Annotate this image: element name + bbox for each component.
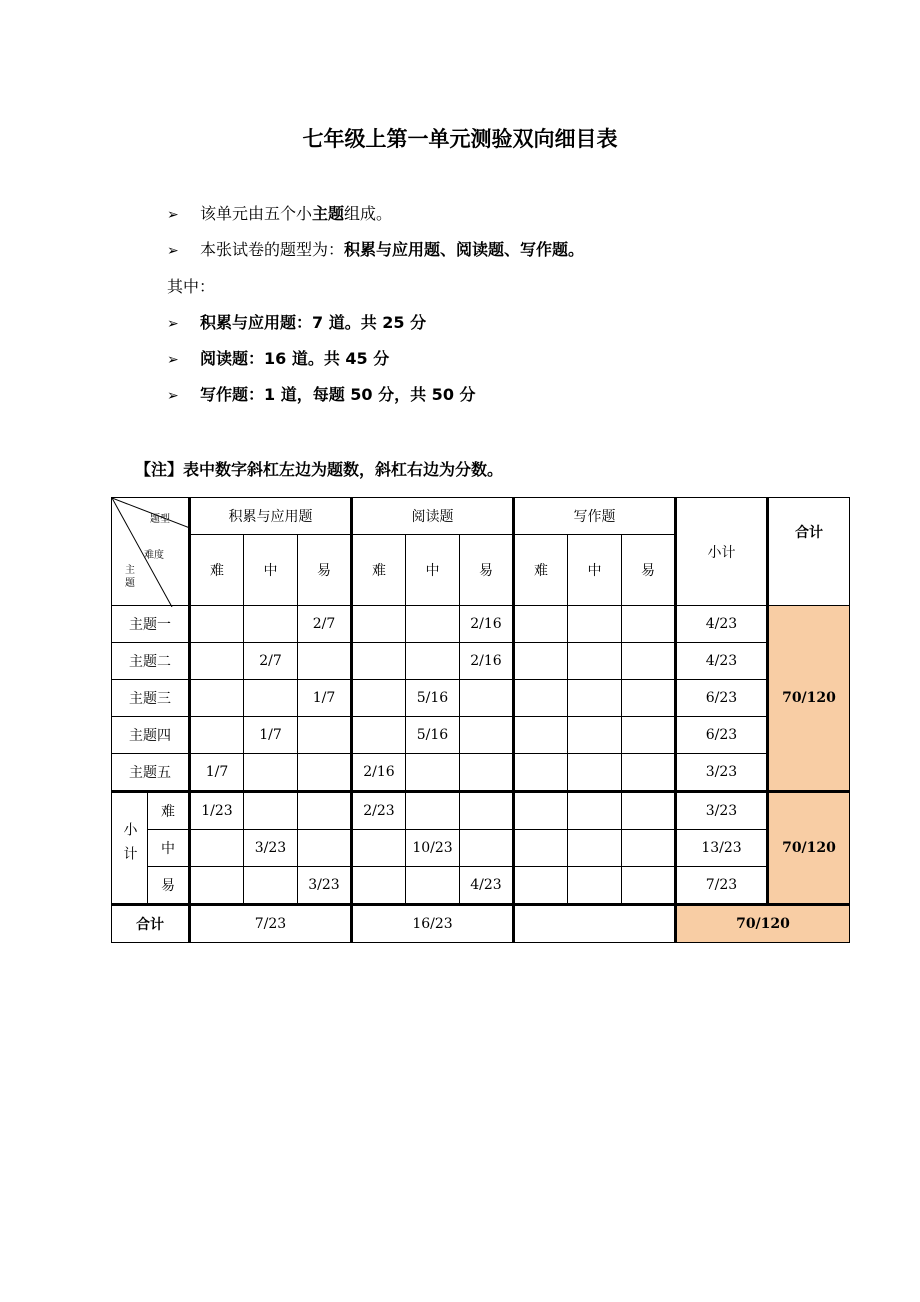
score-cell (190, 830, 244, 867)
score-cell (568, 830, 622, 867)
bullet-bold: 主题 (312, 204, 345, 223)
grand-total-sum: 70/120 (676, 905, 850, 943)
subtotal-label-text: 小计 (121, 822, 138, 870)
table-note: 【注】表中数字斜杠左边为题数，斜杠右边为分数。 (135, 460, 504, 479)
score-cell (622, 643, 676, 680)
score-cell (514, 830, 568, 867)
score-cell: 2/16 (460, 606, 514, 643)
score-cell (352, 867, 406, 905)
score-cell (460, 717, 514, 754)
subtotal-header: 小计 (676, 498, 768, 606)
score-cell (298, 830, 352, 867)
score-cell (352, 830, 406, 867)
table-row (112, 717, 850, 754)
level-name: 易 (148, 867, 190, 905)
score-cell (514, 680, 568, 717)
arrow-bullet-icon: ➢ (167, 352, 179, 368)
score-cell (406, 792, 460, 830)
category-header: 积累与应用题 (190, 498, 352, 535)
score-cell (622, 680, 676, 717)
score-cell (568, 717, 622, 754)
level-name: 中 (148, 830, 190, 867)
score-cell: 1/7 (244, 717, 298, 754)
score-cell (460, 792, 514, 830)
score-cell (244, 680, 298, 717)
score-cell: 2/16 (352, 754, 406, 792)
table-row (112, 792, 850, 830)
row-subtotal: 6/23 (676, 680, 768, 717)
score-cell: 2/7 (244, 643, 298, 680)
score-cell (298, 717, 352, 754)
bullet-text: 本张试卷的题型为： (200, 240, 345, 259)
topic-name: 主题二 (112, 643, 190, 680)
score-cell (406, 754, 460, 792)
score-cell (460, 830, 514, 867)
level-header: 难 (190, 535, 244, 606)
subtotal-label (112, 792, 148, 905)
score-cell (352, 680, 406, 717)
arrow-bullet-icon: ➢ (167, 388, 179, 404)
score-cell (568, 680, 622, 717)
topic-name: 主题四 (112, 717, 190, 754)
score-cell (622, 867, 676, 905)
score-cell (460, 754, 514, 792)
score-cell (406, 867, 460, 905)
row-subtotal: 4/23 (676, 643, 768, 680)
score-cell: 2/23 (352, 792, 406, 830)
grand-total-value: 16/23 (352, 905, 514, 943)
score-cell (622, 606, 676, 643)
score-cell (568, 606, 622, 643)
table-row (112, 643, 850, 680)
score-cell (514, 643, 568, 680)
level-name: 难 (148, 792, 190, 830)
level-header: 易 (622, 535, 676, 606)
table-row (112, 680, 850, 717)
level-header: 中 (406, 535, 460, 606)
category-header: 写作题 (514, 498, 676, 535)
arrow-bullet-icon: ➢ (167, 207, 179, 223)
bullet-types (167, 240, 584, 261)
score-cell (298, 643, 352, 680)
among-label: 其中： (167, 277, 216, 296)
score-cell: 1/23 (190, 792, 244, 830)
score-cell (244, 867, 298, 905)
score-cell (514, 867, 568, 905)
level-header: 难 (514, 535, 568, 606)
level-header: 易 (460, 535, 514, 606)
score-cell (190, 867, 244, 905)
level-header: 难 (352, 535, 406, 606)
score-cell (352, 717, 406, 754)
total-header: 合计 (768, 498, 850, 606)
item-writing (167, 385, 476, 406)
score-cell (190, 680, 244, 717)
specification-table (111, 497, 850, 943)
item-text: 写作题：1 道，每题 50 分，共 50 分 (200, 385, 476, 404)
item-reading (167, 349, 389, 370)
bullet-bold: 积累与应用题、阅读题、写作题。 (344, 240, 585, 259)
arrow-bullet-icon: ➢ (167, 243, 179, 259)
row-subtotal: 4/23 (676, 606, 768, 643)
score-cell (622, 830, 676, 867)
score-cell (622, 792, 676, 830)
score-cell (622, 754, 676, 792)
score-cell (514, 792, 568, 830)
score-cell (244, 606, 298, 643)
score-cell: 4/23 (460, 867, 514, 905)
level-header: 中 (568, 535, 622, 606)
score-cell: 3/23 (298, 867, 352, 905)
corner-header (112, 498, 190, 606)
bullet-text: 组成。 (344, 204, 393, 223)
score-cell: 5/16 (406, 680, 460, 717)
score-cell (514, 754, 568, 792)
score-cell (190, 606, 244, 643)
arrow-bullet-icon: ➢ (167, 316, 179, 332)
table-row (112, 606, 850, 643)
score-cell (298, 792, 352, 830)
score-cell (568, 643, 622, 680)
item-text: 阅读题：16 道。共 45 分 (200, 349, 390, 368)
row-subtotal: 3/23 (676, 754, 768, 792)
bullet-text: 该单元由五个小 (200, 204, 313, 223)
score-cell (352, 606, 406, 643)
score-cell: 10/23 (406, 830, 460, 867)
topics-total: 70/120 (768, 606, 850, 792)
row-subtotal: 13/23 (676, 830, 768, 867)
table-row (112, 830, 850, 867)
score-cell (244, 754, 298, 792)
score-cell (568, 754, 622, 792)
row-subtotal: 3/23 (676, 792, 768, 830)
score-cell: 1/7 (298, 680, 352, 717)
grand-total-value: 7/23 (190, 905, 352, 943)
score-cell (352, 643, 406, 680)
corner-difficulty-label: 难度 (144, 550, 164, 561)
row-subtotal: 6/23 (676, 717, 768, 754)
score-cell: 1/7 (190, 754, 244, 792)
score-cell: 3/23 (244, 830, 298, 867)
page-title: 七年级上第一单元测验双向细目表 (302, 127, 618, 151)
category-header: 阅读题 (352, 498, 514, 535)
table-row (112, 754, 850, 792)
score-cell (298, 754, 352, 792)
level-header: 易 (298, 535, 352, 606)
subtotal-total: 70/120 (768, 792, 850, 905)
score-cell (190, 717, 244, 754)
score-cell (568, 867, 622, 905)
topic-rows (112, 606, 850, 792)
topic-name: 主题一 (112, 606, 190, 643)
score-cell (460, 680, 514, 717)
grand-total-value (514, 905, 676, 943)
item-text: 积累与应用题：7 道。共 25 分 (200, 313, 427, 332)
score-cell (406, 606, 460, 643)
score-cell (514, 717, 568, 754)
level-header: 中 (244, 535, 298, 606)
score-cell (244, 792, 298, 830)
score-cell: 2/16 (460, 643, 514, 680)
corner-topic-label: 主 题 (125, 565, 135, 589)
grand-total-label: 合计 (112, 905, 190, 943)
score-cell (514, 606, 568, 643)
topic-name: 主题三 (112, 680, 190, 717)
score-cell: 5/16 (406, 717, 460, 754)
score-cell (406, 643, 460, 680)
score-cell (622, 717, 676, 754)
subtotal-rows (112, 792, 850, 905)
table-row (112, 867, 850, 905)
score-cell: 2/7 (298, 606, 352, 643)
corner-type-label: 题型 (150, 514, 170, 525)
score-cell (190, 643, 244, 680)
item-accumulation (167, 313, 426, 334)
topic-name: 主题五 (112, 754, 190, 792)
row-subtotal: 7/23 (676, 867, 768, 905)
score-cell (568, 792, 622, 830)
bullet-topics (167, 204, 392, 225)
